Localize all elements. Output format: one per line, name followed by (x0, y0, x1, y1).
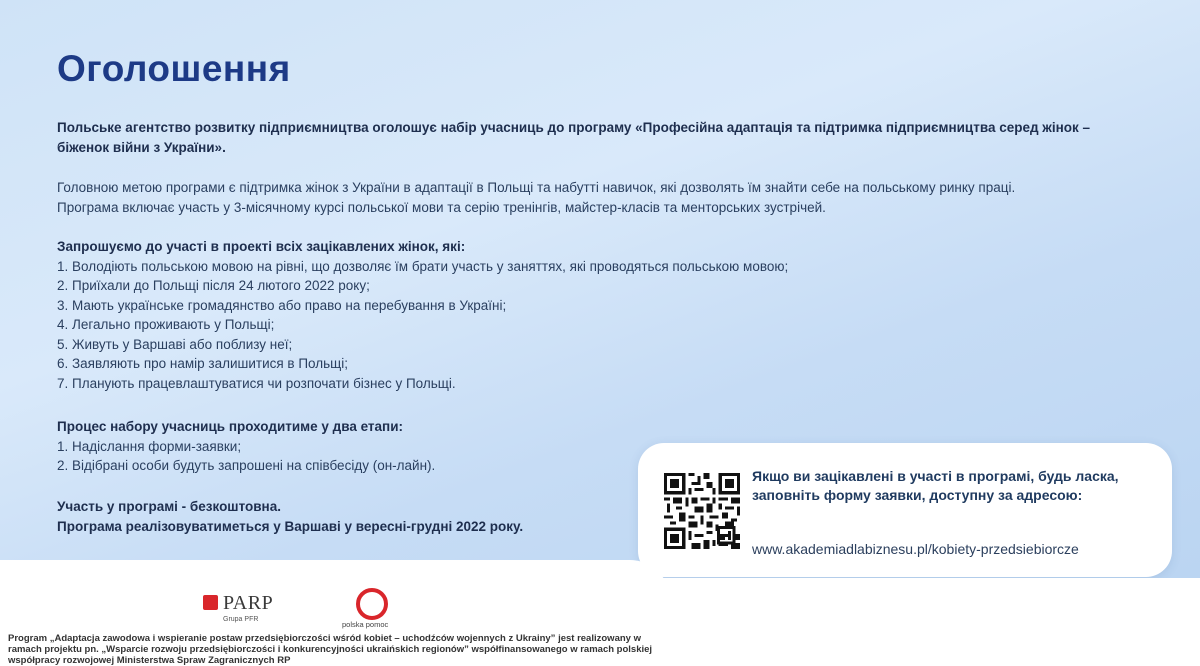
list-item: 5. Живуть у Варшаві або поблизу неї; (57, 336, 293, 352)
list-item: 7. Планують працевлаштуватися чи розпочати бізнес у Польщі. (57, 375, 456, 391)
intro-paragraph: Польське агентство розвитку підприємництва оголошує набір учасниць до програму «Професійна адаптація та підтримка підприємництва серед жінок – біженок війни з України». (57, 120, 1091, 155)
program-dates-text: Програма реалізовуватиметься у Варшаві у вересні-грудні 2022 року. (57, 518, 524, 534)
list-item: 1. Надіслання форми-заявки; (57, 438, 242, 454)
free-participation-text: Участь у програмі - безкоштовна. (57, 499, 281, 514)
eligibility-list (57, 257, 1137, 394)
funding-footnote: Program „Adaptacja zawodowa i wspieranie postaw przedsiębiorczości wśród kobiet – uchodźców wojennych z Ukrainy” jest realizowany w ramach projektu pn. „Wsparcie rozwoju przedsiębiorczości i konkurencyjności ukraińskich regionów” współfinansowanego w ramach polskiej współpracy rozwojowej Ministerstwa Spraw Zagranicznych RP (8, 633, 653, 666)
eligibility-heading: Запрошуємо до участі в проекті всіх зацікавлених жінок, які: (57, 239, 466, 254)
application-instructions: Якщо ви зацікавлені в участі в програмі, будь ласка, заповніть форму заявки, доступну за адресою: (752, 468, 1119, 503)
polska-pomoc-logo (340, 588, 410, 633)
parp-subtitle: Grupa PFR (223, 616, 259, 623)
goal-line: Головною метою програми є підтримка жінок з України в адаптації в Польщі та набутті навичок, які дозволять їм знайти себе на польському ринку праці. (57, 180, 1016, 195)
parp-logo (203, 590, 293, 630)
list-item: 2. Відібрані особи будуть запрошені на співбесіду (он-лайн). (57, 458, 436, 473)
parp-name: PARP (223, 592, 274, 614)
list-item: 4. Легально проживають у Польщі; (57, 317, 275, 332)
polska-pomoc-name: polska pomoc (342, 620, 389, 629)
list-item: 3. Мають українське громадянство або право на перебування в Україні; (57, 297, 507, 313)
application-link[interactable]: www.akademiadlabiznesu.pl/kobiety-przedsiebiorcze (752, 541, 1079, 557)
eligibility-section (57, 237, 1137, 393)
goal-line: Програма включає участь у 3-місячному курсі польської мови та серію тренінгів, майстер-класів та менторських зустрічей. (57, 199, 826, 215)
page-title: Оголошення (57, 48, 291, 89)
application-card (638, 443, 1172, 577)
process-heading: Процес набору учасниць проходитиме у два етапи: (57, 419, 404, 434)
list-item: 1. Володіють польською мовою на рівні, що дозволяє їм брати участь у заняттях, які проводяться польською мовою; (57, 258, 789, 274)
list-item: 2. Приїхали до Польщі після 24 лютого 2022 року; (57, 278, 370, 293)
parp-mark-icon (203, 595, 218, 610)
goal-paragraph (57, 178, 1137, 217)
list-item: 6. Заявляють про намір залишитися в Польщі; (57, 356, 349, 371)
polska-pomoc-icon (356, 588, 388, 620)
qr-code-icon[interactable] (664, 473, 740, 549)
